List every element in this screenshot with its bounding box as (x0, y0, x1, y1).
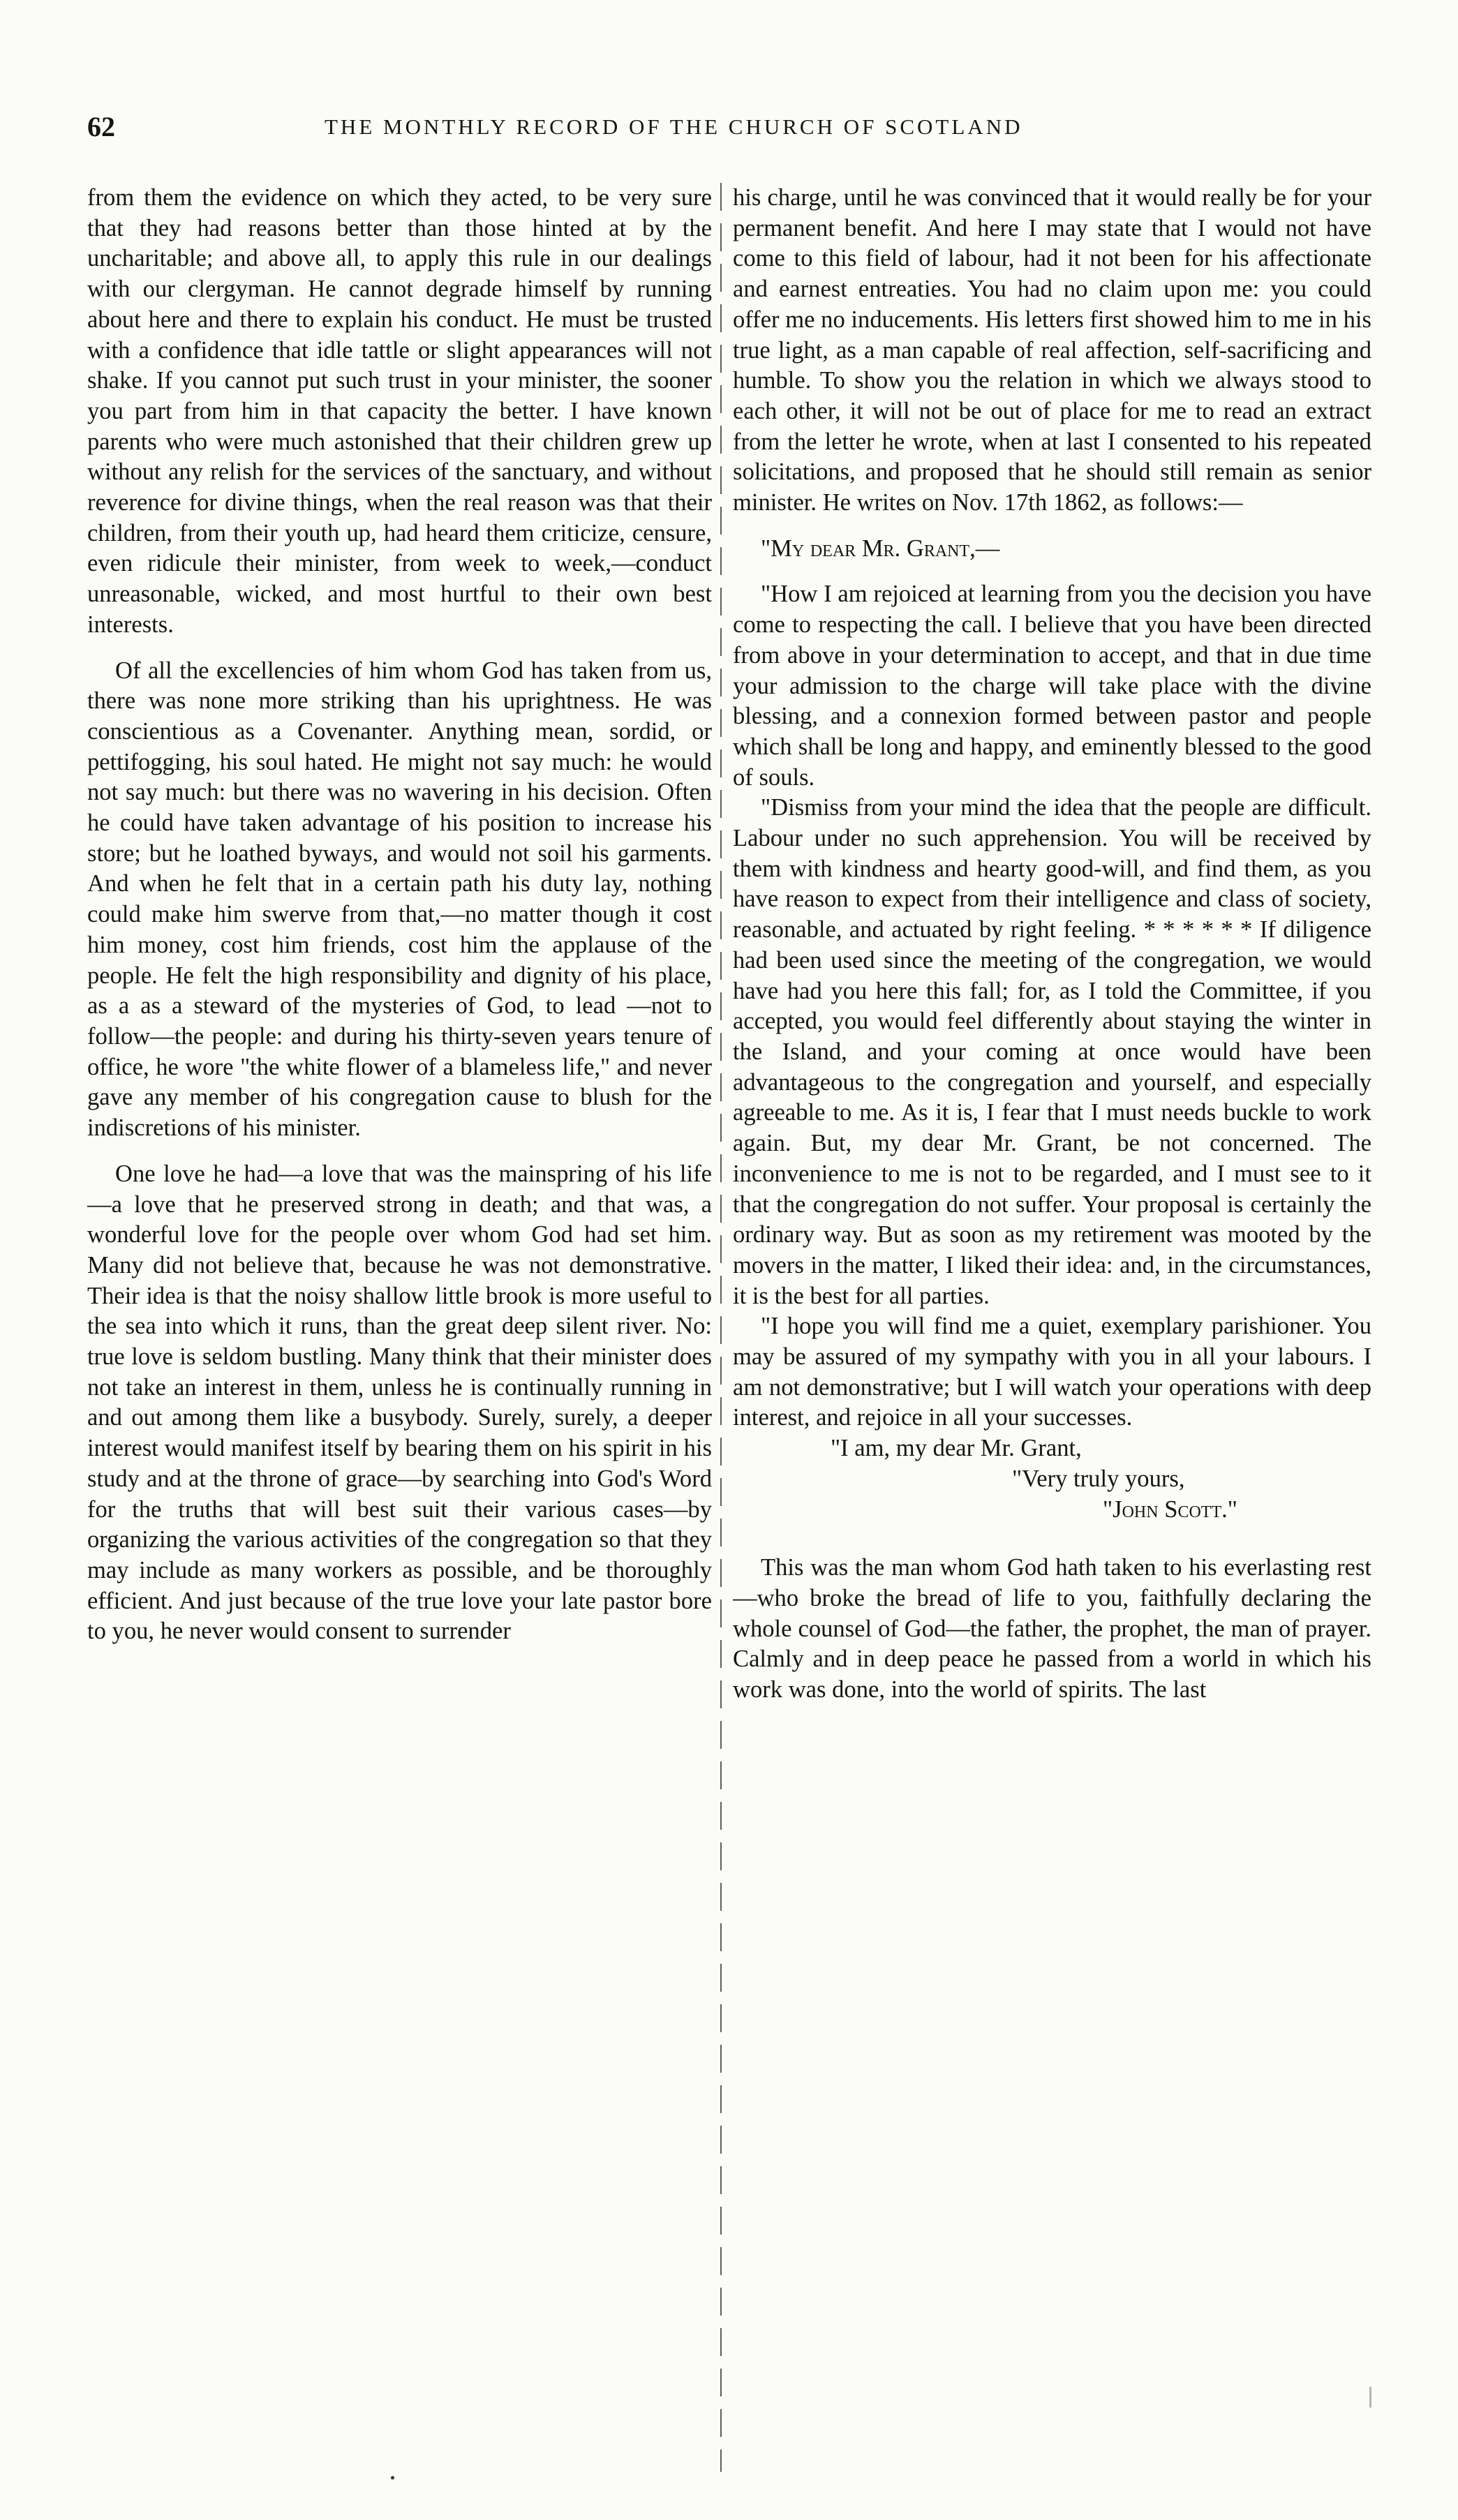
page-header (87, 105, 1375, 154)
letter-salutation: "My dear Mr. Grant,— (761, 535, 1000, 562)
paragraph: One love he had—a love that was the mainspring of his life—a love that he preserved strong in death; and that was, a wonderful love for the people over whom God had set him. Many did not believe that, because he was not demonstrative. Their idea is that the noisy shallow little brook is more useful to the sea into which it runs, than the great deep silent river. No: true love is seldom bustling. Many think that their minister does not take an interest in them, unless he is continually running in and out among them like a busybody. Surely, surely, a deeper interest would manifest itself by bearing them on his spirit in his study and at the throne of grace—by searching into God's Word for the truths that will best suit their various cases—by organizing the various activities of the congregation so that they may include as many workers as possible, and be thoroughly efficient. And just because of the true love your late pastor bore to you, he never would consent to surrender (87, 1160, 712, 1645)
column-divider (720, 183, 722, 2472)
paragraph: This was the man whom God hath taken to his everlasting rest—who broke the bread of life to you, faithfully declaring the whole counsel of God—the father, the prophet, the man of prayer. Calmly and in deep peace he passed from a world in which his work was done, into the world of spirits. The last (733, 1554, 1371, 1703)
letter-paragraph: "How I am rejoiced at learning from you the decision you have come to respecting the call. I believe that you have been directed from above in your determination to accept, and that in due time your admission to the charge will take place with the divine blessing, and a connexion formed between pastor and people which shall be long and happy, and eminently blessed to the good of souls. (733, 581, 1371, 791)
letter-signature: "John Scott." (1103, 1496, 1237, 1523)
print-speck (1369, 2387, 1371, 2408)
paragraph: Of all the excellencies of him whom God has taken from us, there was none more striking than his uprightness. He was conscientious as a Covenanter. Anything mean, sordid, or pettifogging, his soul hated. He might not say much: he would not say much: but there was no wavering in his decision. Often he could have taken advantage of his position to increase his store; but he loathed byways, and would not soil his garments. And when he felt that in a certain path his duty lay, nothing could make him swerve from that,—no matter though it cost him money, cost him friends, cost him the applause of the people. He felt the high responsibility and dignity of his place, as a as a steward of the mysteries of God, to lead —not to follow—the people: and during his thirty-seven years tenure of office, he wore "the white flower of a blameless life," and never gave any member of his congregation cause to blush for the indiscretions of his minister. (87, 657, 712, 1142)
paragraph: from them the evidence on which they acted, to be very sure that they had reasons better than those hinted at by the uncharitable; and above all, to apply this rule in our dealings with our clergyman. He cannot degrade himself by running about here and there to explain his conduct. He must be trusted with a confidence that idle tattle or slight appearances will not shake. If you cannot put such trust in your minister, the sooner you part from him in that capacity the better. I have known parents who were much astonished that their children grew up without any relish for the services of the sanctuary, and without reverence for divine things, when the real reason was that their children, from their youth up, had heard them criticize, censure, even ridicule their minister, from week to week,—conduct unreasonable, wicked, and most hurtful to their own best interests. (87, 184, 712, 638)
running-head: THE MONTHLY RECORD OF THE CHURCH OF SCOTLAND (325, 114, 1023, 139)
right-column (733, 183, 1371, 2451)
letter-paragraph: "Dismiss from your mind the idea that the people are difficult. Labour under no such apprehension. You will be received by them with kindness and hearty good-will, and find them, as you have reason to expect from their intelligence and class of society, reasonable, and actuated by right feeling. * * * * * * If diligence had been used since the meeting of the congregation, we would have had you here this fall; for, as I told the Committee, if you accepted, you would feel differently about staying the winter in the Island, and your coming at once would have been advantageous to the congregation and yourself, and especially agreeable to me. As it is, I fear that I must needs buckle to work again. But, my dear Mr. Grant, be not concerned. The inconvenience to me is not to be regarded, and I must see to it that the congregation do not suffer. Your proposal is certainly the ordinary way. But as soon as my retirement was mooted by the movers in the matter, I liked their idea: and, in the circumstances, it is the best for all parties. (733, 794, 1371, 1309)
page-number: 62 (87, 111, 115, 142)
print-speck (391, 2476, 394, 2480)
closing-line: "I am, my dear Mr. Grant, (831, 1435, 1082, 1462)
letter-paragraph: "I hope you will find me a quiet, exemplary parishioner. You may be assured of my sympathy with you in all your labours. I am not demonstrative; but I will watch your operations with deep interest, and rejoice in all your successes. (733, 1313, 1371, 1431)
letter-closing (733, 1433, 1371, 1525)
closing-line: "Very truly yours, (1012, 1465, 1185, 1492)
left-column (87, 183, 712, 2451)
paragraph: his charge, until he was convinced that it would really be for your permanent benefit. And here I may state that I would not have come to this field of labour, had it not been for his affectionate and earnest entreaties. You had no claim upon me: you could offer me no inducements. His letters first showed him to me in his true light, as a man capable of real affection, self-sacrificing and humble. To show you the relation in which we always stood to each other, it will not be out of place for me to read an extract from the letter he wrote, when at last I consented to his repeated solicitations, and proposed that he should still remain as senior minister. He writes on Nov. 17th 1862, as follows:— (733, 184, 1371, 516)
